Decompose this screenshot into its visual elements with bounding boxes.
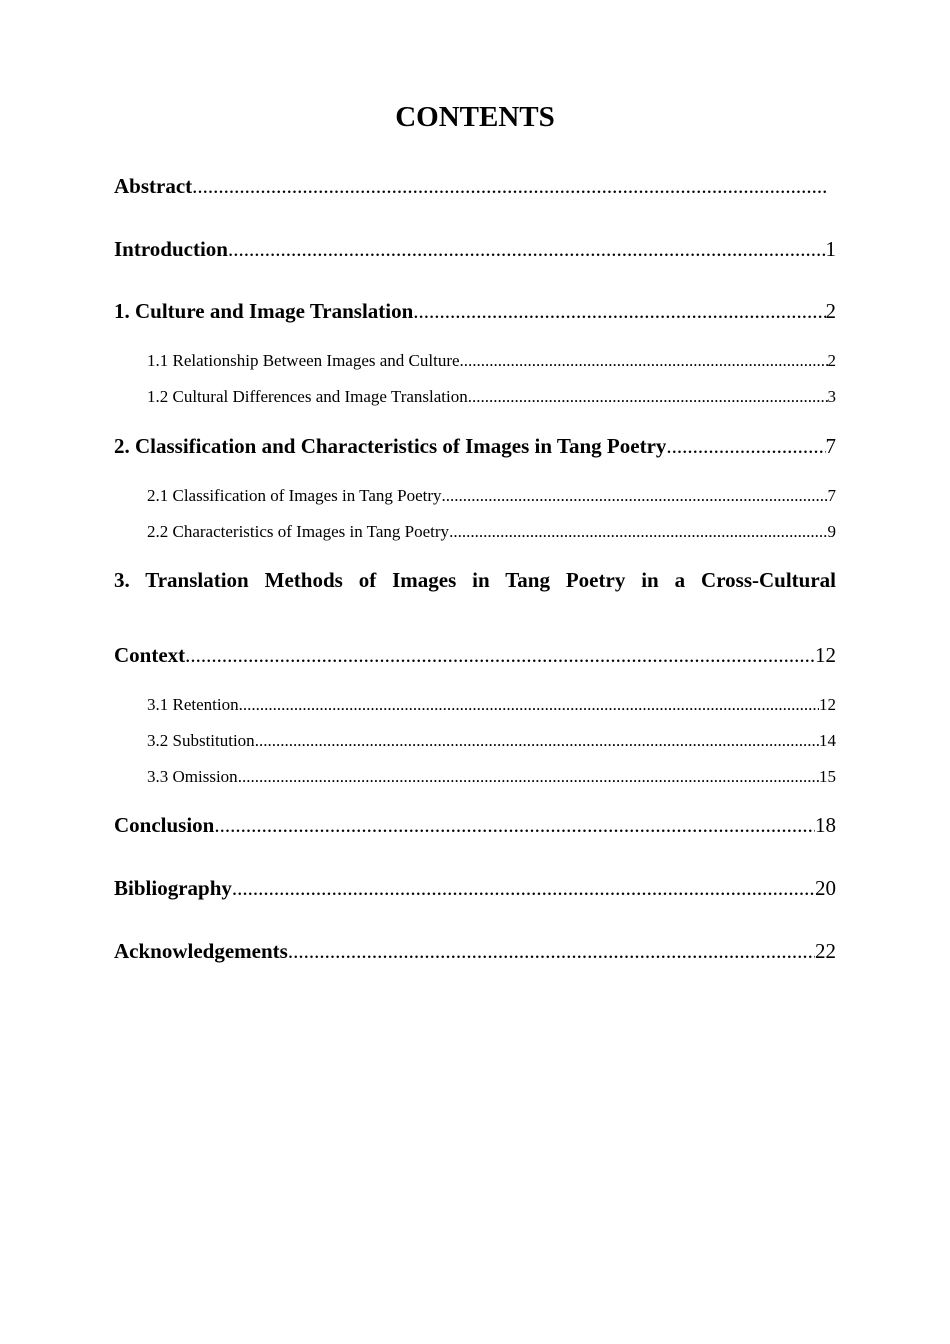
toc-entry-acknowledgements[interactable]: [114, 937, 836, 965]
toc-entry-section-3-1[interactable]: [147, 694, 836, 716]
toc-entry-label: Abstract: [114, 174, 193, 198]
page-title: CONTENTS: [395, 101, 555, 133]
dot-leader: [238, 766, 819, 788]
toc-entry-section-1-2[interactable]: [147, 386, 836, 408]
toc-entry-label: 3.2 Substitution: [147, 731, 255, 750]
toc-entry-section-2-1[interactable]: [147, 485, 836, 507]
toc-page-number: 14: [819, 731, 836, 750]
dot-leader: [413, 297, 825, 325]
toc-entry-label: Acknowledgements: [114, 939, 288, 963]
dot-leader: [255, 730, 819, 752]
toc-entry-label: Introduction: [114, 237, 228, 261]
toc-entry-chapter-2[interactable]: [114, 432, 836, 460]
dot-leader: [214, 811, 815, 839]
dot-leader: [185, 641, 815, 669]
toc-entry-chapter-1[interactable]: [114, 297, 836, 325]
dot-leader: [468, 386, 828, 408]
toc-page-number: 2: [825, 299, 836, 323]
toc-page-number: 12: [815, 643, 836, 667]
toc-entry-label: 1.2 Cultural Differences and Image Translation: [147, 387, 468, 406]
toc-entry-section-1-1[interactable]: [147, 350, 836, 372]
toc-entry-chapter-3-title[interactable]: 3. Translation Methods of Images in Tang Poetry in a Cross-Cultural: [114, 568, 836, 592]
toc-page-number: 7: [825, 434, 836, 458]
toc-entry-label: 1.1 Relationship Between Images and Culture: [147, 351, 460, 370]
dot-leader: [288, 937, 815, 965]
dot-leader: [228, 235, 826, 263]
toc-entry-section-2-2[interactable]: [147, 521, 836, 543]
toc-page-number: 9: [827, 522, 836, 541]
dot-leader: [232, 874, 815, 902]
dot-leader: [449, 521, 827, 543]
toc-page-number: 1: [825, 237, 836, 261]
toc-entry-conclusion[interactable]: [114, 811, 836, 839]
toc-page-number: 12: [819, 695, 836, 714]
toc-page-number: 22: [815, 939, 836, 963]
toc-entry-label: 2.2 Characteristics of Images in Tang Poetry: [147, 522, 450, 541]
toc-entry-section-3-2[interactable]: [147, 730, 836, 752]
toc-entry-chapter-3[interactable]: [114, 641, 836, 669]
toc-page-number: 3: [827, 387, 836, 406]
toc-entry-label: 2. Classification and Characteristics of Images in Tang Poetry: [114, 434, 667, 458]
toc-entry-label: 2.1 Classification of Images in Tang Poetry: [147, 486, 442, 505]
toc-entry-bibliography[interactable]: [114, 874, 836, 902]
toc-page-number: 7: [827, 486, 836, 505]
toc-entry-label: 3.1 Retention: [147, 695, 239, 714]
toc-entry-abstract[interactable]: [114, 172, 836, 200]
toc-entry-label: Conclusion: [114, 813, 215, 837]
toc-entry-introduction[interactable]: [114, 235, 836, 263]
toc-page-number: 2: [827, 351, 836, 370]
dot-leader: [460, 350, 828, 372]
dot-leader: [239, 694, 819, 716]
dot-leader: [666, 432, 825, 460]
toc-page-number: 18: [815, 813, 836, 837]
toc-page-number: 15: [819, 767, 836, 786]
dot-leader: [192, 172, 828, 200]
toc-entry-label: 1. Culture and Image Translation: [114, 299, 414, 323]
toc-entry-section-3-3[interactable]: [147, 766, 836, 788]
toc-entry-label: Context: [114, 643, 186, 667]
toc-page-number: 20: [815, 876, 836, 900]
dot-leader: [442, 485, 828, 507]
toc-entry-label: Bibliography: [114, 876, 232, 900]
toc-entry-label: 3.3 Omission: [147, 767, 238, 786]
